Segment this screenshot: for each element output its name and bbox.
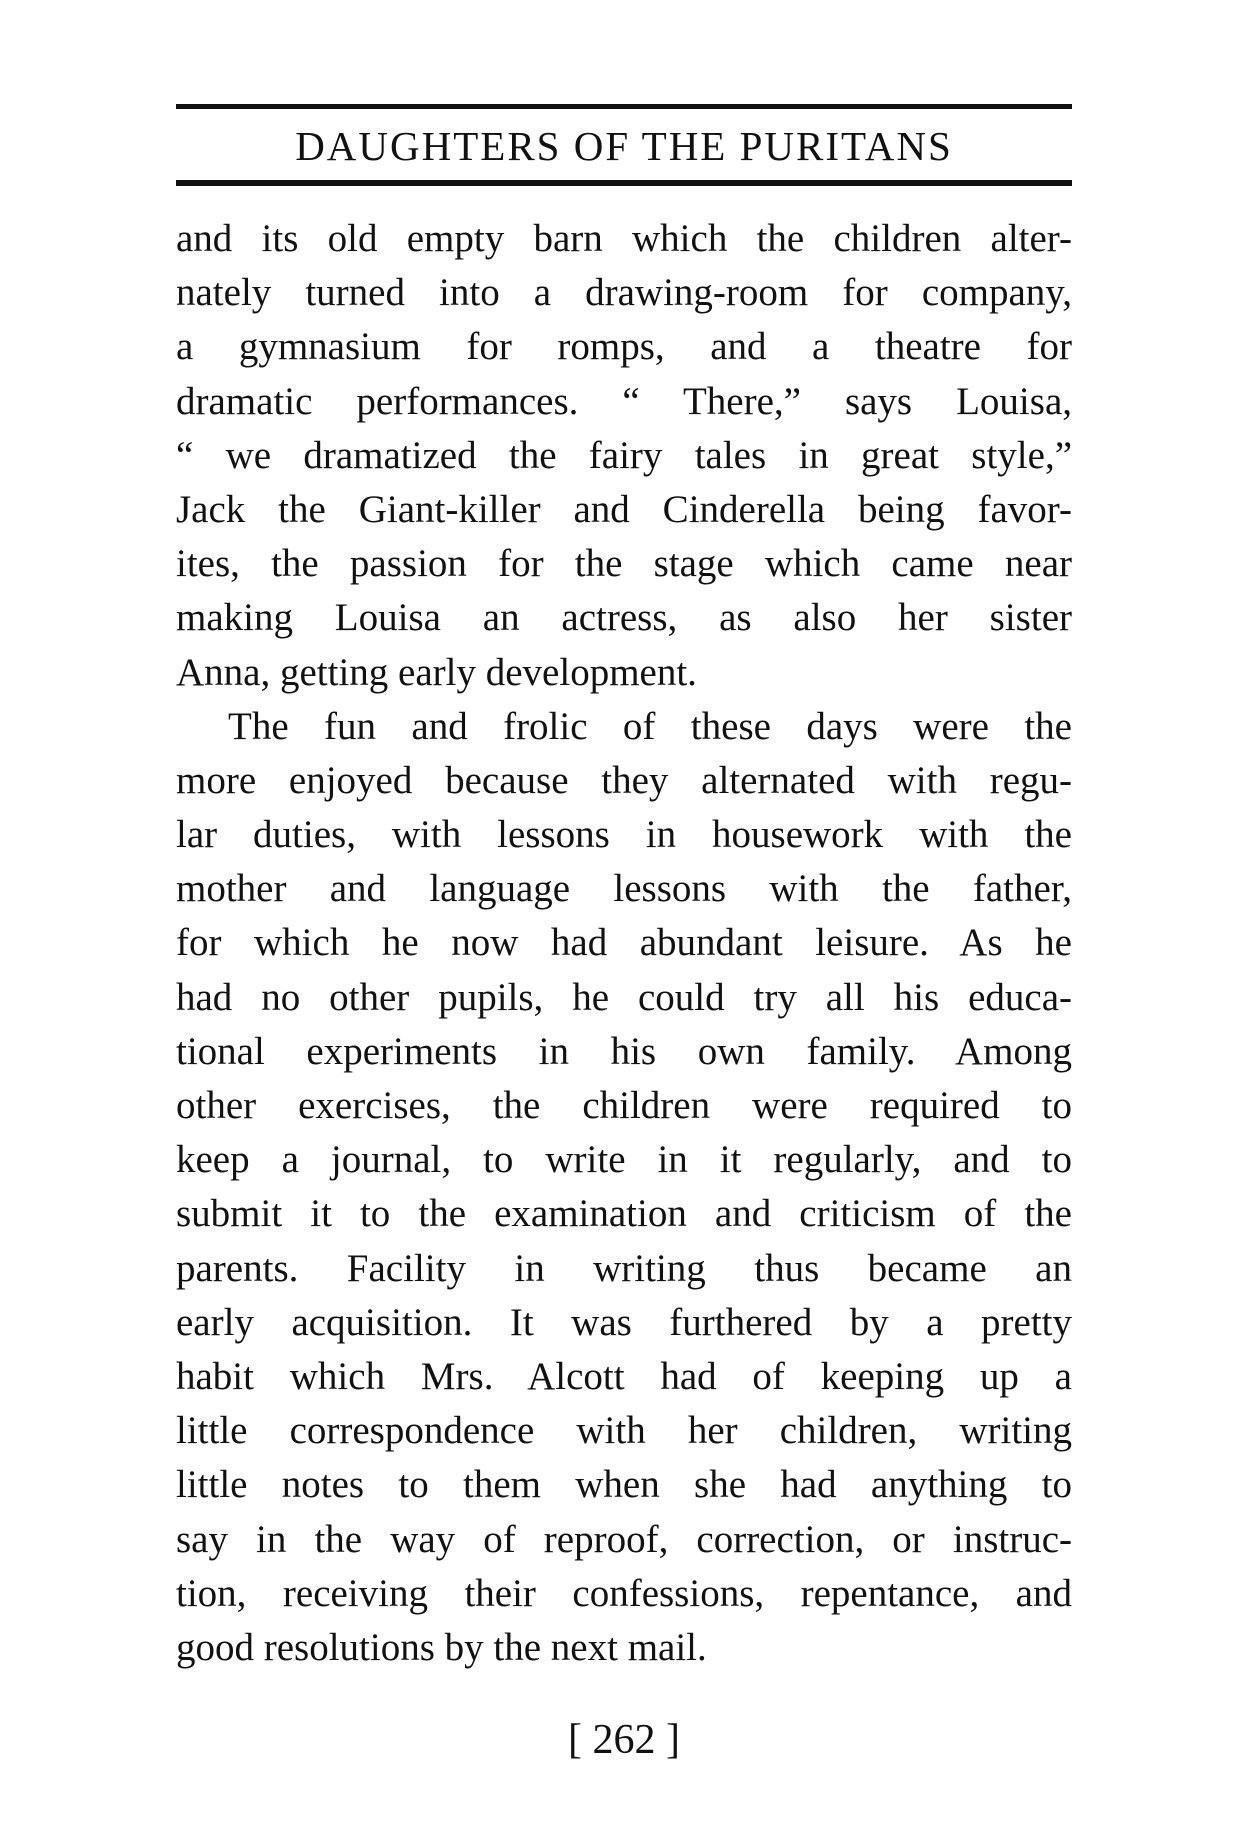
text-line: for which he now had abundant leisure. As he bbox=[176, 921, 1072, 965]
text-line: and its old empty barn which the children alter- bbox=[176, 217, 1072, 260]
text-line: Anna, getting early development. bbox=[176, 650, 697, 694]
text-line: tional experiments in his own family. Among bbox=[176, 1029, 1072, 1073]
text-line: little correspondence with her children, writing bbox=[176, 1409, 1072, 1453]
body-text bbox=[176, 212, 1072, 1675]
text-line: submit it to the examination and criticism of the bbox=[176, 1192, 1072, 1236]
paragraph-1 bbox=[176, 212, 1072, 700]
text-line: tion, receiving their confessions, repentance, and bbox=[176, 1571, 1072, 1615]
text-line: other exercises, the children were required to bbox=[176, 1084, 1072, 1127]
header-rule-bottom bbox=[176, 180, 1072, 186]
text-line: little notes to them when she had anything to bbox=[176, 1463, 1072, 1507]
text-line: parents. Facility in writing thus became an bbox=[176, 1246, 1072, 1290]
header-rule-top bbox=[176, 104, 1072, 109]
text-line: Jack the Giant-killer and Cinderella being favor- bbox=[176, 487, 1072, 531]
text-line: say in the way of reproof, correction, or instruc- bbox=[176, 1517, 1072, 1561]
text-line: dramatic performances. “ There,” says Louisa, bbox=[176, 379, 1072, 423]
text-line: a gymnasium for romps, and a theatre for bbox=[176, 325, 1072, 369]
text-line: early acquisition. It was furthered by a pretty bbox=[176, 1300, 1072, 1344]
text-line: “ we dramatized the fairy tales in great style,” bbox=[176, 433, 1072, 477]
text-line: good resolutions by the next mail. bbox=[176, 1625, 707, 1669]
paragraph-2 bbox=[176, 700, 1072, 1675]
text-line: had no other pupils, he could try all his educa- bbox=[176, 975, 1072, 1019]
text-line: The fun and frolic of these days were the bbox=[228, 704, 1072, 748]
page-number: [ 262 ] bbox=[568, 1717, 680, 1763]
text-line: mother and language lessons with the father, bbox=[176, 867, 1072, 911]
text-line: ites, the passion for the stage which came near bbox=[176, 542, 1072, 586]
text-line: more enjoyed because they alternated with regu- bbox=[176, 758, 1072, 802]
text-line: habit which Mrs. Alcott had of keeping up a bbox=[176, 1354, 1072, 1398]
running-head: DAUGHTERS OF THE PURITANS bbox=[295, 123, 953, 169]
text-line: nately turned into a drawing-room for company, bbox=[176, 271, 1072, 315]
text-line: lar duties, with lessons in housework with the bbox=[176, 813, 1072, 857]
text-line: making Louisa an actress, as also her sister bbox=[176, 596, 1072, 640]
text-line: keep a journal, to write in it regularly, and to bbox=[176, 1138, 1072, 1182]
